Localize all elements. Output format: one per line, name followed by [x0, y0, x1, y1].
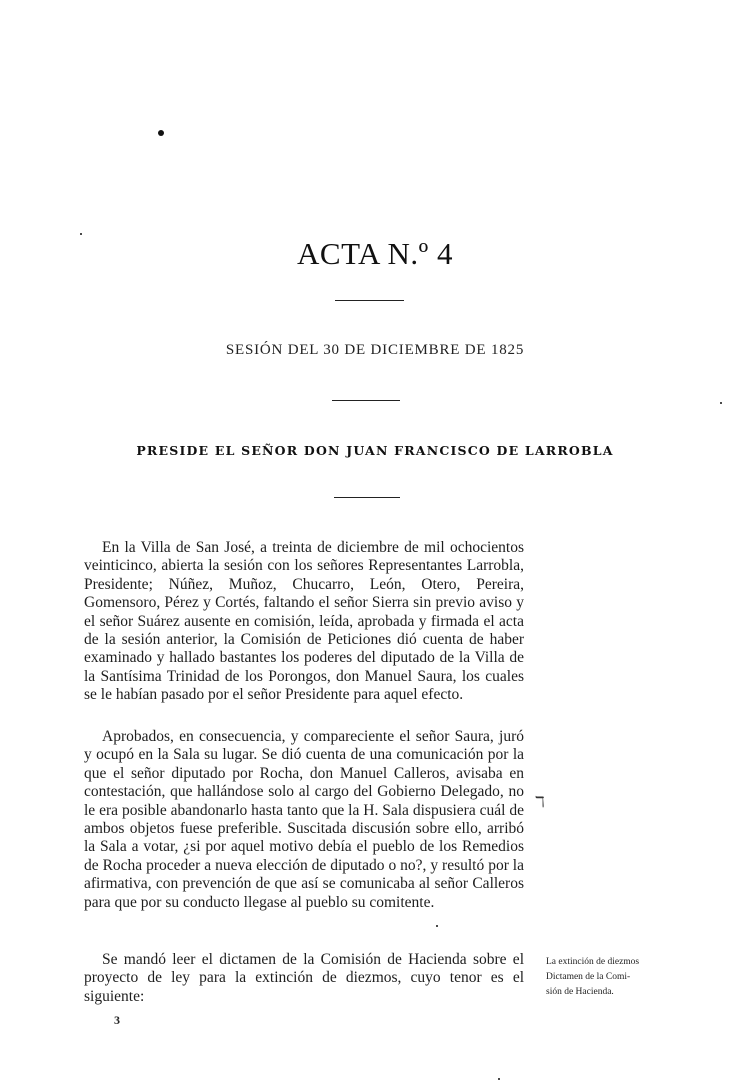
- margin-note-line: Dictamen de la Comi-: [546, 972, 631, 982]
- margin-note-line: La extinción de diezmos: [546, 957, 640, 967]
- paragraph-text: Aprobados, en consecuencia, y compareciente el señor Saura, juró y ocupó en la Sala su lugar. Se dió cuenta de una comunicación por la que el señor diputado por Rocha, don Manuel Calleros, avisaba en contestación, que hallándose solo al cargo del Gobierno Delegado, no le era posible abandonarlo hasta tanto que la H. Sala dispusiera cuál de ambos objetos fuese preferible. Suscitada discusión sobre ello, arribó la Sala a votar, ¿si por aquel motivo debía el pueblo de los Remedios de Rocha proceder a nueva elección de diputado o no?, y resultó por la afirmativa, con prevención de que así se comunicaba al señor Calleros para que por su conducto llegase al pueblo su comitente.: [84, 728, 524, 911]
- scan-speck: [498, 1078, 500, 1080]
- scan-speck: [436, 925, 438, 927]
- margin-mark: ℸ: [535, 793, 545, 811]
- paragraph-text: En la Villa de San José, a treinta de diciembre de mil ochocientos veinticinco, abierta la sesión con los señores Representantes Larrobla, Presidente; Núñez, Muñoz, Chucarro, León, Otero, Pereira, Gomensoro, Pérez y Cortés, faltando el señor Sierra sin previo aviso y el señor Suárez ausente en comisión, leída, aprobada y firmada el acta de la sesión anterior, la Comisión de Peticiones dió cuenta de haber examinado y hallado bastantes los poderes del diputado de la Villa de la Santísima Trinidad de los Porongos, don Manuel Saura, los cuales se le habían pasado por el señor Presidente para aquel efecto.: [84, 539, 524, 704]
- session-divider: [332, 400, 400, 401]
- scan-speck: [158, 130, 164, 136]
- title-divider: [335, 300, 404, 301]
- scan-speck: [80, 233, 82, 235]
- presiding-heading: PRESIDE EL SEÑOR DON JUAN FRANCISCO DE LARROBLA: [136, 443, 614, 458]
- presiding-divider: [334, 497, 400, 498]
- margin-note-line: sión de Hacienda.: [546, 987, 614, 997]
- minutes-paragraph-1: [84, 539, 524, 705]
- paragraph-text: Se mandó leer el dictamen de la Comisión de Hacienda sobre el proyecto de ley para la extinción de diezmos, cuyo tenor es el siguiente:: [84, 951, 524, 1005]
- page-number: 3: [114, 1013, 120, 1027]
- page-title: ACTA N.º 4: [297, 236, 453, 271]
- minutes-paragraph-2: [84, 728, 524, 912]
- session-heading: SESIÓN DEL 30 DE DICIEMBRE DE 1825: [225, 342, 525, 358]
- margin-note: [546, 955, 670, 1000]
- minutes-paragraph-3: [84, 951, 524, 1006]
- scan-speck: [720, 402, 722, 404]
